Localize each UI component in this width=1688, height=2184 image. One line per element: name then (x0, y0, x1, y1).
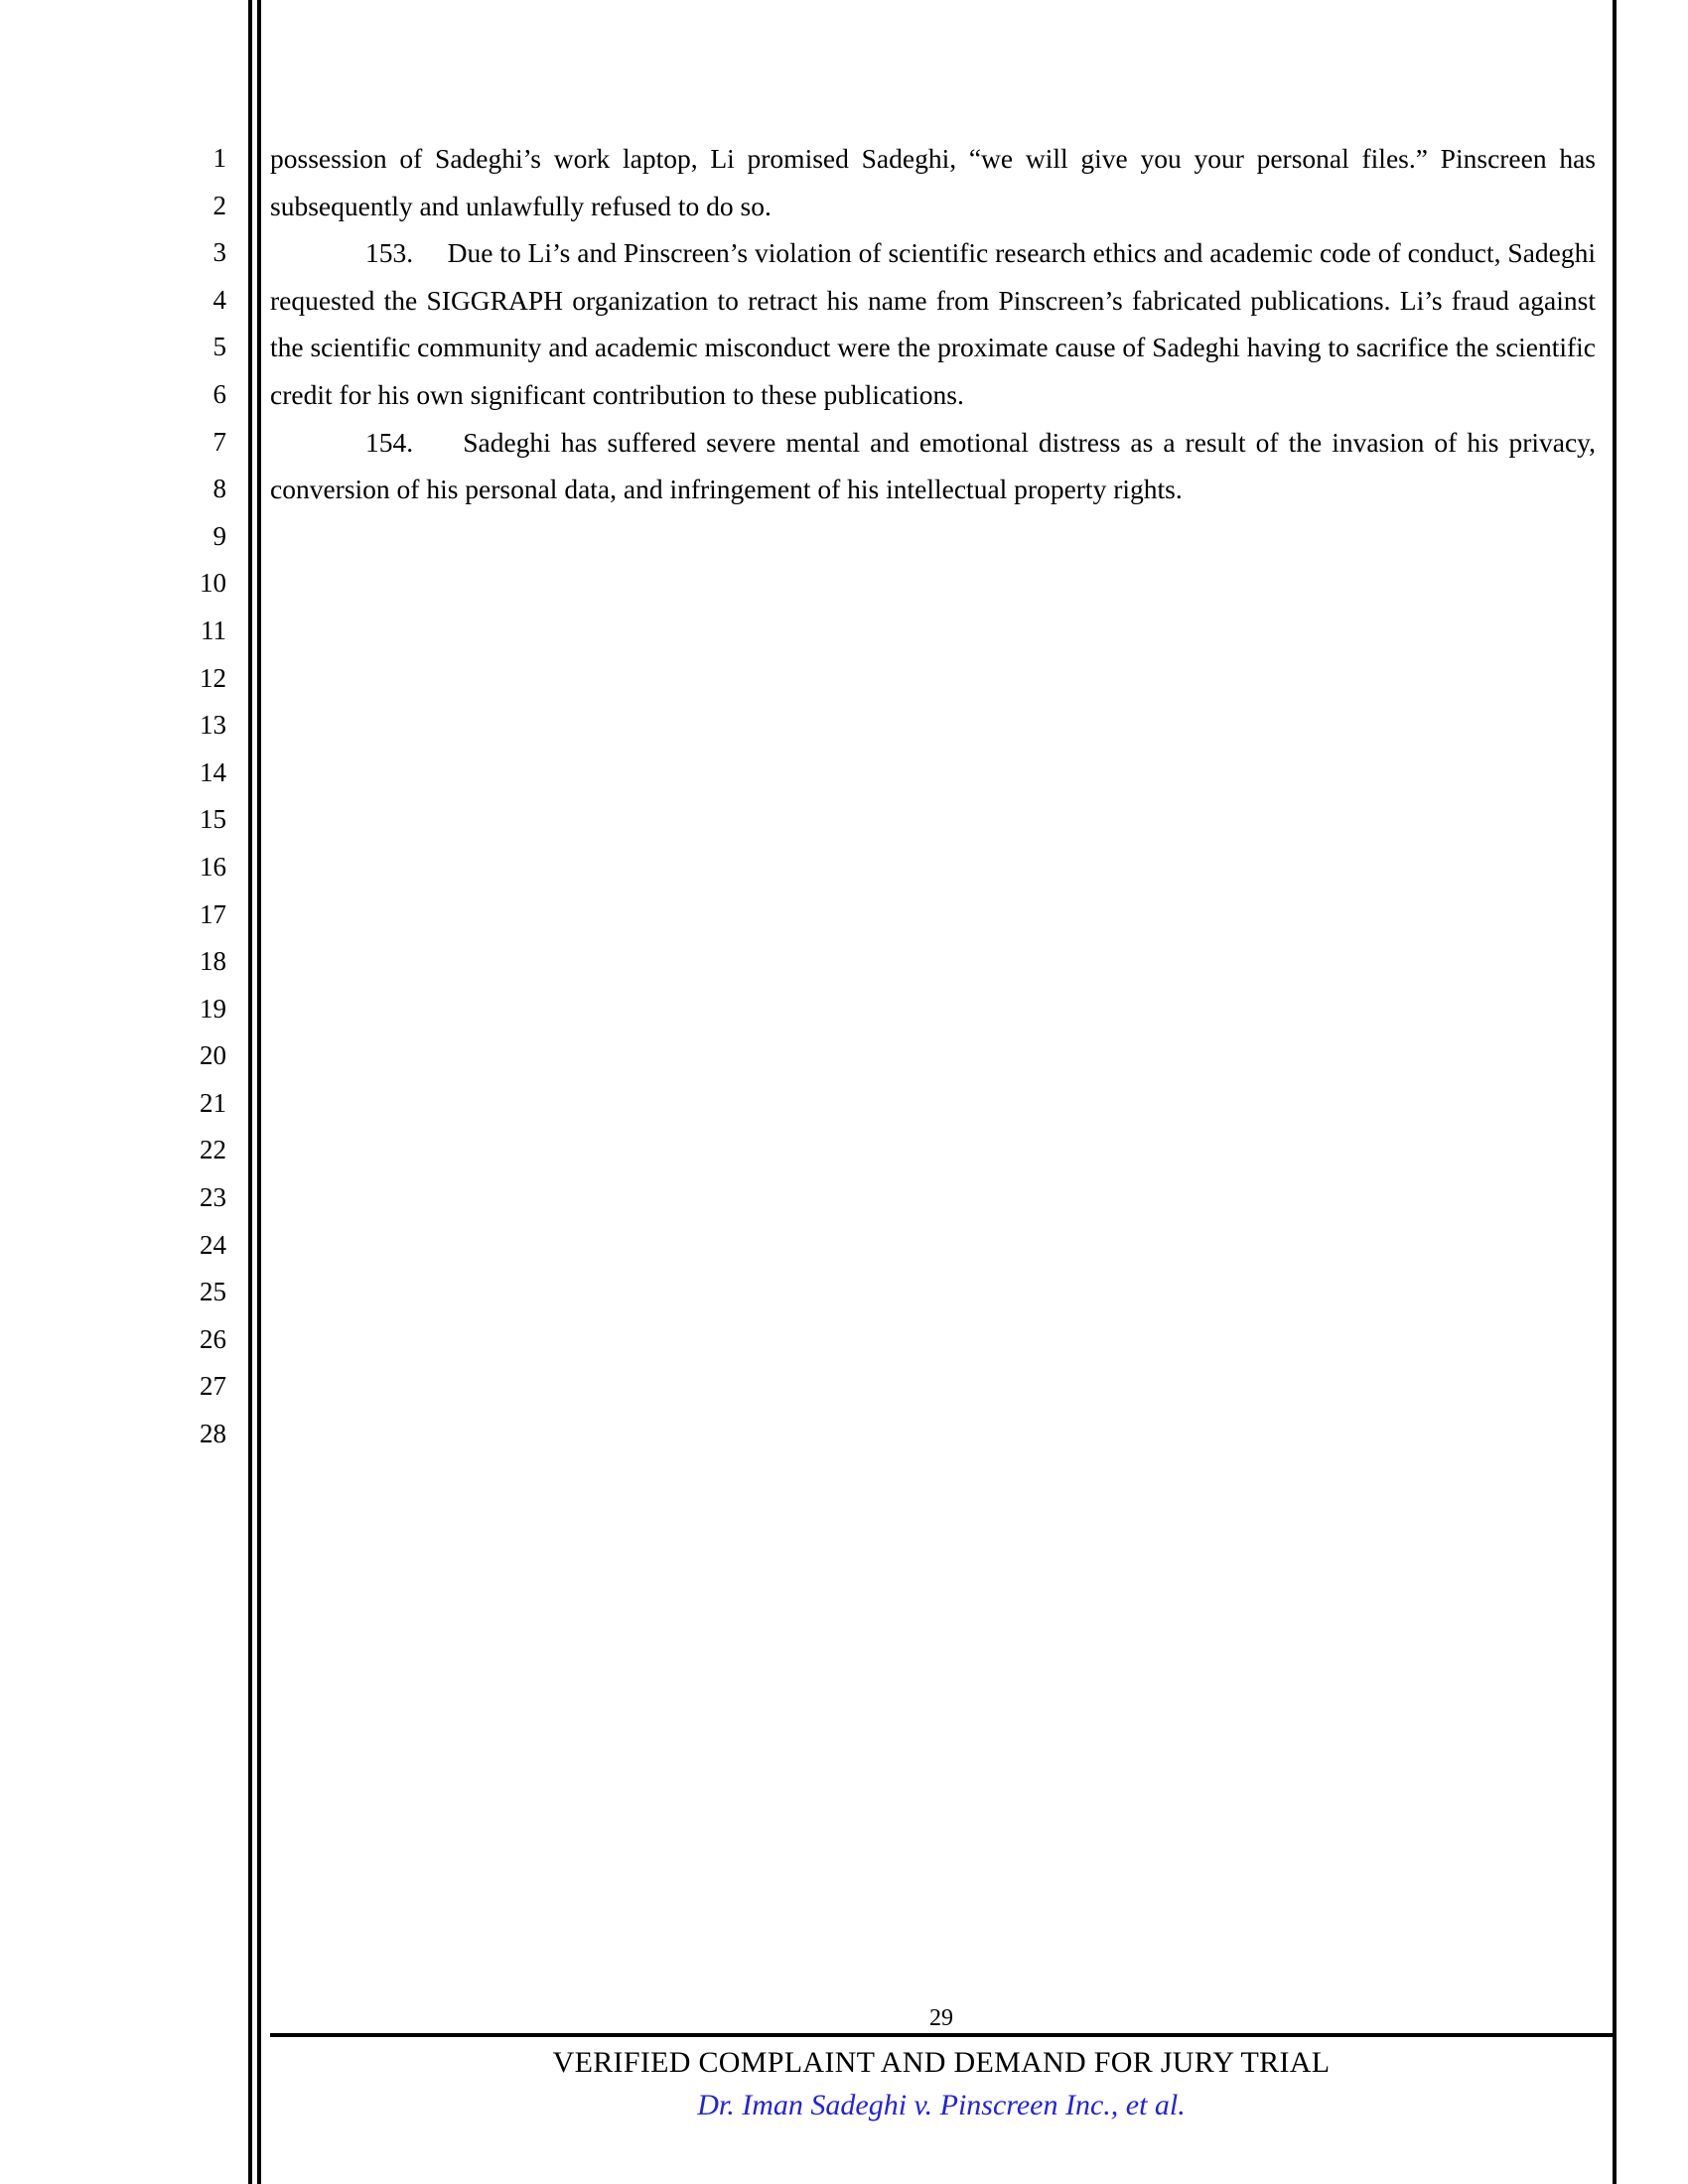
left-margin-rule-inner (257, 0, 261, 2184)
line-number: 22 (200, 1135, 226, 1165)
line-number: 26 (200, 1323, 226, 1354)
footer-title: VERIFIED COMPLAINT AND DEMAND FOR JURY TRIAL (552, 2046, 1331, 2079)
line-number: 16 (200, 851, 226, 882)
line-number: 23 (200, 1182, 226, 1213)
paragraph-154 (270, 419, 1596, 513)
line-number: 10 (200, 568, 226, 599)
paragraph-154-text: Sadeghi has suffered severe mental and emotional distress as a result of the invasion of his privacy, conversion of his personal data, and infringement of his intellectual property rights. (270, 426, 1596, 505)
left-margin-rule-outer (248, 0, 252, 2184)
line-number: 17 (200, 898, 226, 929)
paragraph-number-gap (413, 427, 463, 458)
paragraph-number-154: 154. (365, 426, 414, 458)
line-number: 4 (212, 284, 226, 315)
line-number: 12 (200, 662, 226, 693)
footer-case-caption: Dr. Iman Sadeghi v. Pinscreen Inc., et al. (697, 2089, 1186, 2121)
line-number: 18 (200, 946, 226, 977)
line-number: 21 (200, 1087, 226, 1118)
document-body (270, 135, 1596, 513)
line-number: 1 (212, 143, 226, 173)
line-number: 14 (200, 756, 226, 787)
line-number: 20 (200, 1040, 226, 1071)
line-number: 8 (212, 474, 226, 504)
line-number: 27 (200, 1371, 226, 1402)
paragraph-153-text: Due to Li’s and Pinscreen’s violation of scientific research ethics and academic code of conduct, Sadeghi requested the SIGGRAPH organization to retract his name from Pinscreen’s fabricated publications. Li’s fraud against the scientific community and academic misconduct were the proximate cause of Sadeghi having to sacrifice the scientific credit for his own significant contribution to these publications. (270, 237, 1596, 410)
paragraph-number-153: 153. (365, 237, 414, 269)
line-number: 25 (200, 1277, 226, 1307)
line-number: 15 (200, 804, 226, 835)
line-number: 6 (212, 378, 226, 409)
line-number-gutter (0, 135, 226, 1458)
page-number: 29 (929, 2005, 953, 2031)
line-number: 11 (201, 614, 226, 645)
line-number: 9 (212, 520, 226, 551)
line-number: 5 (212, 332, 226, 362)
paragraph-number-gap (413, 237, 447, 268)
line-number: 13 (200, 710, 226, 741)
continued-paragraph: possession of Sadeghi’s work laptop, Li promised Sadeghi, “we will give you your personal files.” Pinscreen has subsequently and unlawfully refused to do so. (270, 143, 1596, 221)
line-number: 2 (212, 190, 226, 220)
right-margin-rule (1613, 0, 1617, 2184)
line-number: 19 (200, 993, 226, 1024)
paragraph-153 (270, 229, 1596, 418)
page-footer (270, 2005, 1613, 2126)
line-number: 28 (200, 1419, 226, 1449)
line-number: 7 (212, 426, 226, 457)
line-number: 24 (200, 1229, 226, 1260)
line-number: 3 (212, 237, 226, 268)
